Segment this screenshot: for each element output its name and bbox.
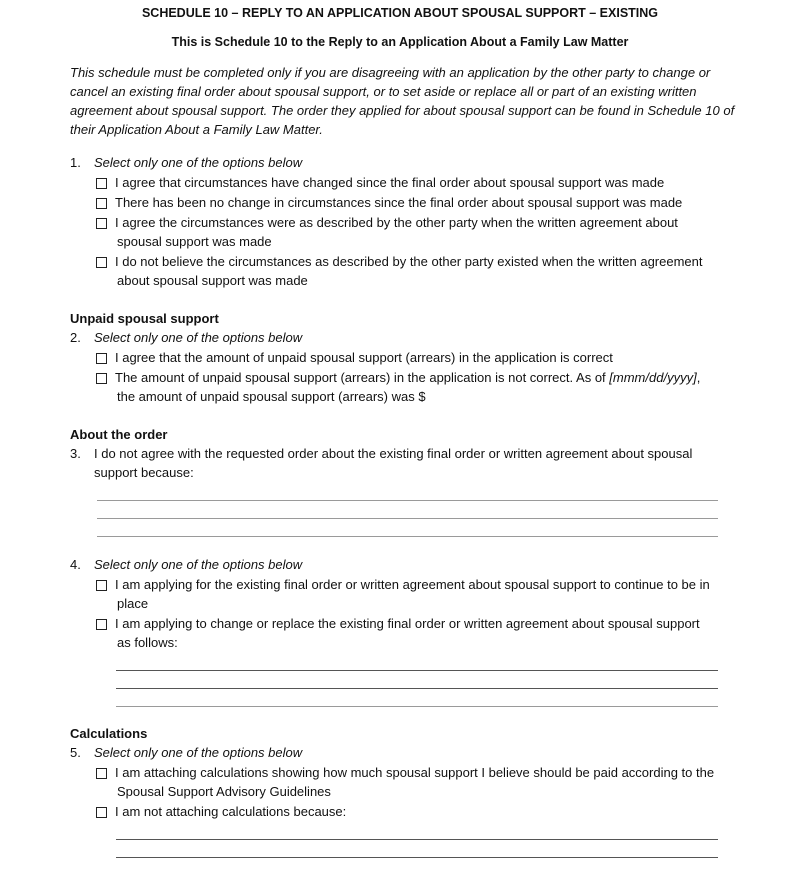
q1-option-2-label: There has been no change in circumstances since the final order about spousal support was made bbox=[115, 195, 683, 210]
q1-option-4-label-cont: about spousal support was made bbox=[117, 273, 308, 288]
q3-answer-line-2[interactable] bbox=[97, 518, 718, 519]
q4-answer-line-1[interactable] bbox=[116, 670, 718, 671]
q3-answer-line-1[interactable] bbox=[97, 500, 718, 501]
q1-option-1-label: I agree that circumstances have changed since the final order about spousal support was made bbox=[115, 175, 665, 190]
q2-option-2-label-cont: the amount of unpaid spousal support (arrears) was $ bbox=[117, 389, 426, 404]
q5-number: 5. bbox=[70, 745, 81, 760]
q5-option-1-label: I am attaching calculations showing how much spousal support I believe should be paid according to the bbox=[115, 765, 715, 780]
q5-answer-line-2[interactable] bbox=[116, 857, 718, 858]
q4-option-2-label: I am applying to change or replace the existing final order or written agreement about spousal support bbox=[115, 616, 700, 631]
q1-option-3-label-cont: spousal support was made bbox=[117, 234, 272, 249]
q1-option-4-checkbox[interactable] bbox=[96, 257, 107, 268]
q3-text: I do not agree with the requested order about the existing final order or written agreement about spousal bbox=[94, 446, 693, 461]
q2-option-2-checkbox[interactable] bbox=[96, 373, 107, 384]
about-order-heading: About the order bbox=[70, 427, 168, 442]
q2-option-2-comma: , bbox=[696, 370, 701, 385]
q2-instruction: Select only one of the options below bbox=[94, 330, 303, 345]
q4-answer-line-2[interactable] bbox=[116, 688, 718, 689]
q4-option-1-label-cont: place bbox=[117, 596, 149, 611]
q4-option-2-checkbox[interactable] bbox=[96, 619, 107, 630]
q3-answer-line-3[interactable] bbox=[97, 536, 718, 537]
intro-paragraph: This schedule must be completed only if you are disagreeing with an application by the other party to change or cancel an existing final order about spousal support, or to set aside or replace all or part of an existing written agreement about spousal support. The order they applied for about spousal support can be found in Schedule 10 of their Application About a Family Law Matter. bbox=[70, 65, 735, 137]
q2-number: 2. bbox=[70, 330, 81, 345]
q5-option-2-checkbox[interactable] bbox=[96, 807, 107, 818]
q1-option-2-checkbox[interactable] bbox=[96, 198, 107, 209]
q5-option-1-label-cont: Spousal Support Advisory Guidelines bbox=[117, 784, 331, 799]
q5-option-2-label: I am not attaching calculations because: bbox=[115, 804, 347, 819]
q1-instruction: Select only one of the options below bbox=[94, 155, 303, 170]
q2-option-2-label bbox=[115, 370, 700, 385]
schedule-subtitle: This is Schedule 10 to the Reply to an Application About a Family Law Matter bbox=[171, 35, 629, 49]
q4-option-1-label: I am applying for the existing final order or written agreement about spousal support to continue to be in bbox=[115, 577, 710, 592]
q2-option-1-checkbox[interactable] bbox=[96, 353, 107, 364]
q5-answer-line-1[interactable] bbox=[116, 839, 718, 840]
q2-option-2-text: The amount of unpaid spousal support (arrears) in the application is not correct. As of bbox=[115, 370, 610, 385]
q4-number: 4. bbox=[70, 557, 81, 572]
q1-option-3-label: I agree the circumstances were as described by the other party when the written agreement about bbox=[115, 215, 678, 230]
q4-instruction: Select only one of the options below bbox=[94, 557, 303, 572]
q3-number: 3. bbox=[70, 446, 81, 461]
q5-option-1-checkbox[interactable] bbox=[96, 768, 107, 779]
schedule-title: SCHEDULE 10 – REPLY TO AN APPLICATION ABOUT SPOUSAL SUPPORT – EXISTING bbox=[141, 6, 659, 20]
q3-text-cont: support because: bbox=[94, 465, 194, 480]
q5-instruction: Select only one of the options below bbox=[94, 745, 303, 760]
date-placeholder[interactable]: [mmm/dd/yyyy] bbox=[609, 370, 697, 385]
q1-number: 1. bbox=[70, 155, 81, 170]
q1-option-3-checkbox[interactable] bbox=[96, 218, 107, 229]
q4-answer-line-3[interactable] bbox=[116, 706, 718, 707]
calculations-heading: Calculations bbox=[70, 726, 148, 741]
q4-option-2-label-cont: as follows: bbox=[117, 635, 178, 650]
q4-option-1-checkbox[interactable] bbox=[96, 580, 107, 591]
unpaid-support-heading: Unpaid spousal support bbox=[70, 311, 219, 326]
q1-option-1-checkbox[interactable] bbox=[96, 178, 107, 189]
q2-option-1-label: I agree that the amount of unpaid spousal support (arrears) in the application is correct bbox=[115, 350, 613, 365]
q1-option-4-label: I do not believe the circumstances as described by the other party existed when the written agreement bbox=[115, 254, 703, 269]
